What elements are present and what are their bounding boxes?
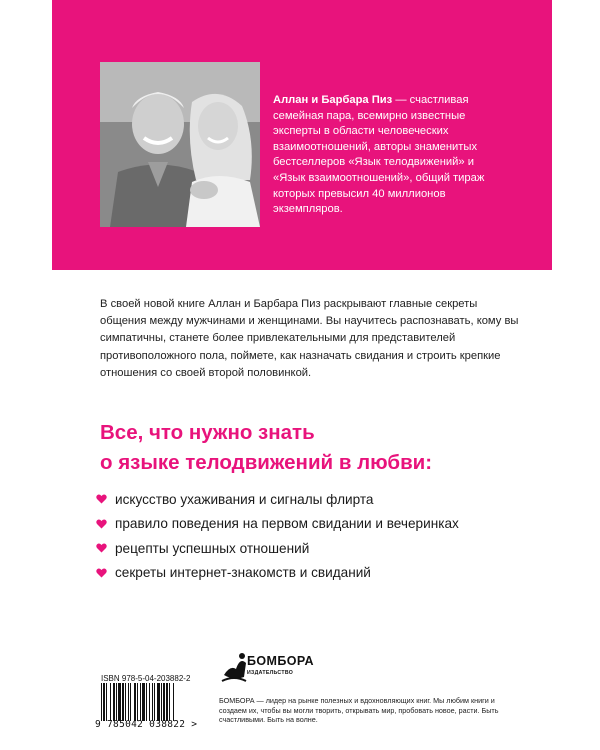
list-item-text: искусство ухаживания и сигналы флирта [115, 491, 374, 507]
list-item [96, 512, 516, 537]
publisher-subtitle: ИЗДАТЕЛЬСТВО [247, 670, 294, 676]
publisher-name: БОМБОРА [247, 654, 314, 668]
headline-line-2: о языке телодвижений в любви: [100, 451, 433, 474]
list-item-text: секреты интернет-знакомств и свиданий [115, 565, 371, 581]
authors-names: Аллан и Барбара Пиз [273, 94, 393, 106]
authors-photo [100, 62, 260, 227]
authors-bio-text: — счастливая семейная пара, всемирно известные эксперты в области человеческих взаимоотношений, авторы знаменитых бестселлеров «Язык телодвижений» и «Язык взаимоотношений», общий тираж которых превысил 40 миллионов экземпляров. [273, 94, 485, 216]
list-item [96, 487, 516, 512]
authors-bio [273, 93, 503, 218]
heart-icon [96, 519, 107, 529]
barcode-digits: 9 785042 038822 > [95, 719, 198, 730]
list-item [96, 561, 516, 586]
heart-icon [96, 543, 107, 553]
features-list [96, 487, 516, 585]
heart-icon [96, 568, 107, 578]
isbn-label: ISBN 978-5-04-203882-2 [101, 674, 191, 683]
list-item [96, 536, 516, 561]
book-description: В своей новой книге Аллан и Барбара Пиз раскрывают главные секреты общения между мужчинами и женщинами. Вы научитесь распознавать, кому вы симпатичны, станете более привлекательными для представителей противоположного пола, поймете, как назначать свидания и строить крепкие отношения со своей второй половинкой. [100, 298, 519, 379]
publisher-tagline: БОМБОРА — лидер на рынке полезных и вдохновляющих книг. Мы любим книги и создаем их, чтобы вы могли творить, открывать мир, пробовать новое, расти. Быть счастливыми. Быть на волне. [219, 696, 499, 725]
headline [100, 418, 520, 478]
barcode-icon [101, 683, 199, 721]
heart-icon [96, 494, 107, 504]
list-item-text: рецепты успешных отношений [115, 540, 310, 556]
list-item-text: правило поведения на первом свидании и вечеринках [115, 516, 459, 532]
headline-line-1: Все, что нужно знать [100, 421, 315, 444]
